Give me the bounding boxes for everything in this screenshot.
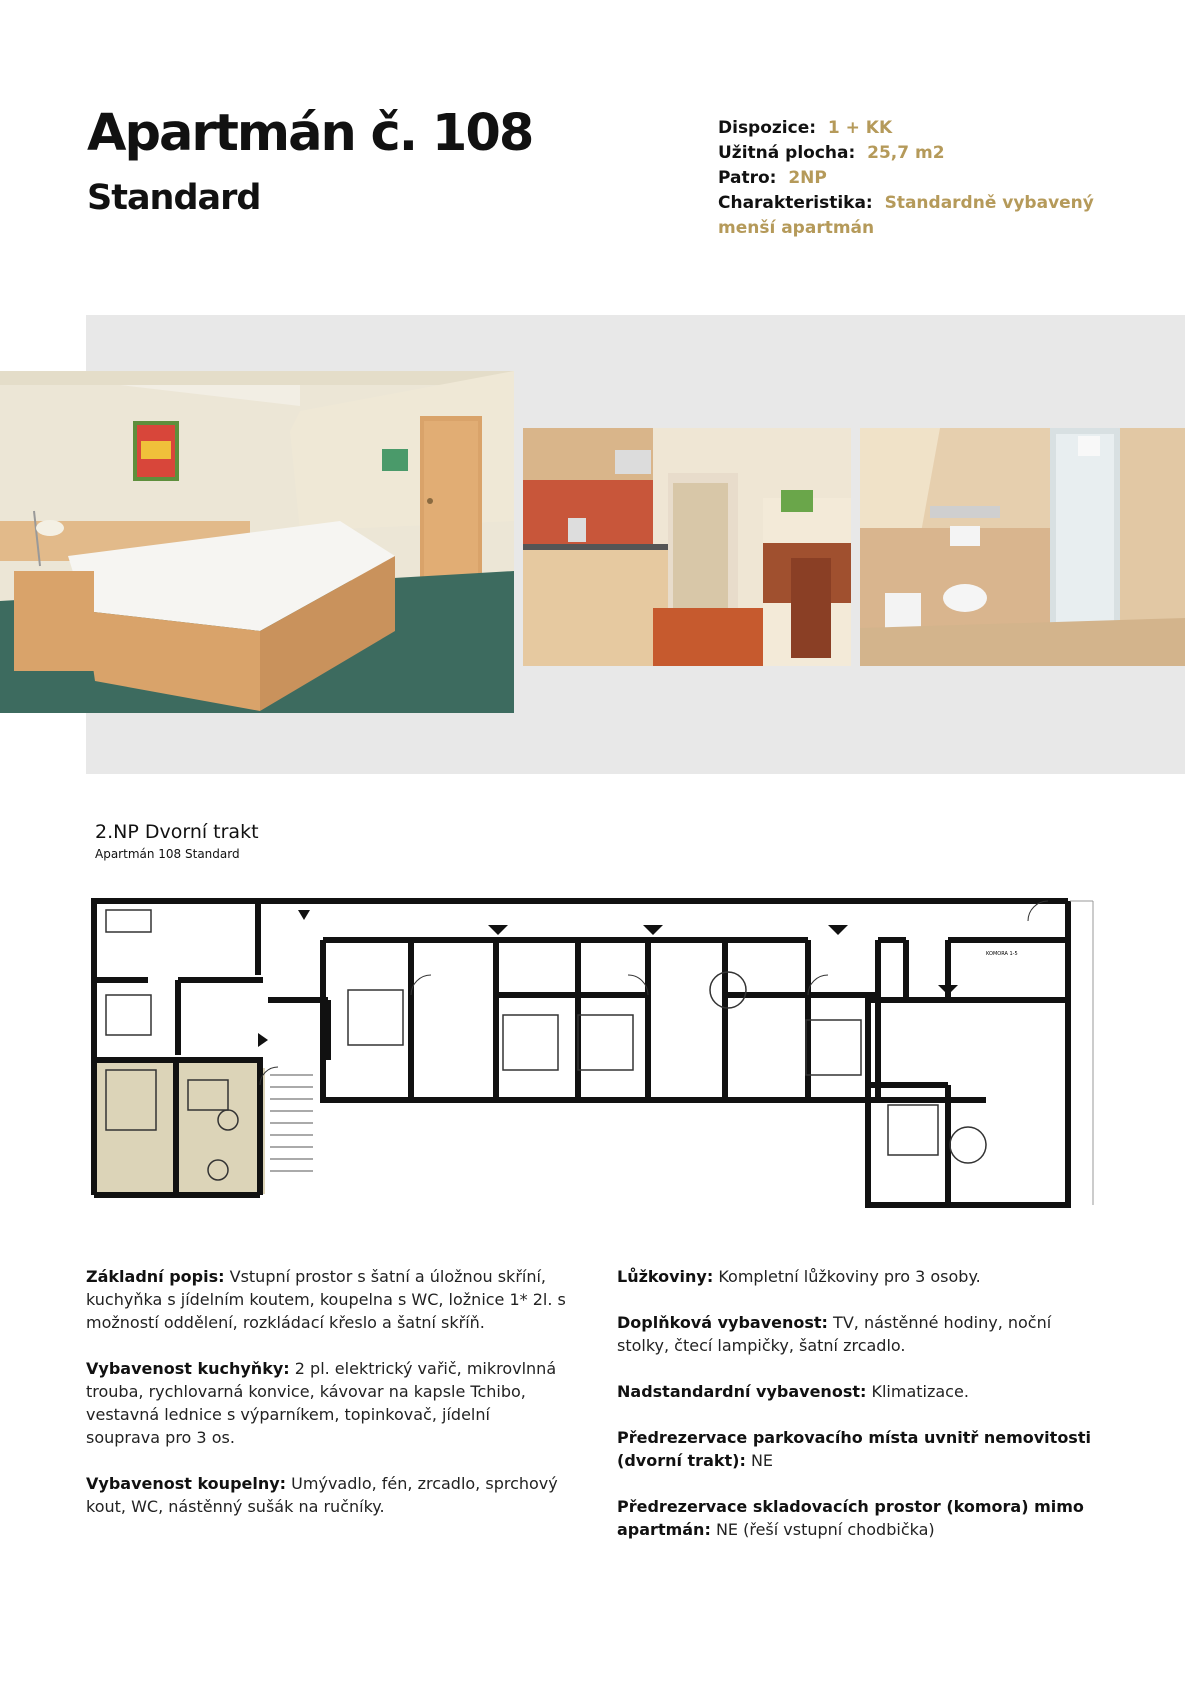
photo-bedroom [0, 371, 514, 713]
photo-bathroom [860, 428, 1185, 666]
plan-title: 2.NP Dvorní trakt [95, 821, 259, 843]
bathroom-illustration [860, 428, 1185, 666]
spec-label: Užitná plocha: [718, 143, 856, 163]
spec-value: 2NP [788, 168, 827, 188]
specs-list [718, 116, 1118, 241]
spec-dispozice [718, 116, 1118, 141]
plan-room-label: KOMORA 1-5 [986, 951, 1018, 957]
plan-entrance-markers [258, 910, 958, 1047]
desc-label: Vybavenost kuchyňky: [86, 1359, 290, 1378]
spec-label: Patro: [718, 168, 777, 188]
desc-text: NE (řeší vstupní chodbička) [715, 1520, 935, 1539]
desc-luzkoviny [617, 1265, 1097, 1288]
desc-parkovani [617, 1426, 1097, 1472]
spec-value: 1 + KK [827, 118, 893, 138]
desc-text: NE [750, 1451, 774, 1470]
description-left [86, 1265, 566, 1541]
description-right [617, 1265, 1097, 1564]
desc-label: Doplňková vybavenost: [617, 1313, 828, 1332]
desc-zakladni-popis [86, 1265, 566, 1334]
spec-charakteristika [718, 191, 1118, 241]
desc-label: Předrezervace parkovacího místa uvnitř nemovitosti (dvorní trakt): [617, 1428, 1091, 1470]
desc-koupelna [86, 1472, 566, 1518]
desc-label: Nadstandardní vybavenost: [617, 1382, 867, 1401]
desc-kuchynka [86, 1357, 566, 1449]
desc-nadstandardni [617, 1380, 1097, 1403]
page-title: Apartmán č. 108 [87, 104, 533, 163]
desc-label: Vybavenost koupelny: [86, 1474, 287, 1493]
desc-text: TV, nástěnné hodiny, noční stolky, čtecí lampičky, šatní zrcadlo. [617, 1313, 1052, 1355]
desc-label: Lůžkoviny: [617, 1267, 714, 1286]
spec-label: Charakteristika: [718, 193, 873, 213]
desc-komora [617, 1495, 1097, 1541]
desc-text: 2 pl. elektrický vařič, mikrovlnná trouba, rychlovarná konvice, kávovar na kapsle Tchibo, vestavná lednice s výparníkem, topinkovač, jídelní souprava pro 3 os. [86, 1359, 557, 1447]
desc-text: Kompletní lůžkoviny pro 3 osoby. [718, 1267, 981, 1286]
desc-text: Umývadlo, fén, zrcadlo, sprchový kout, WC, nástěnný sušák na ručníky. [86, 1474, 558, 1516]
bedroom-illustration [0, 371, 514, 713]
floor-plan [88, 895, 1108, 1213]
page-subtitle: Standard [87, 178, 261, 218]
spec-label: Dispozice: [718, 118, 817, 138]
spec-value: Standardně vybavený menší apartmán [718, 193, 1094, 238]
desc-text: Vstupní prostor s šatní a úložnou skříní, kuchyňka s jídelním koutem, koupelna s WC, ložnice 1* 2l. s možností oddělení, rozkládací křeslo a šatní skříň. [86, 1267, 566, 1332]
desc-doplnkova [617, 1311, 1097, 1357]
desc-label: Základní popis: [86, 1267, 225, 1286]
spec-value: 25,7 m2 [867, 143, 945, 163]
spec-uzitna-plocha [718, 141, 1118, 166]
kitchen-illustration [523, 428, 851, 666]
plan-subtitle: Apartmán 108 Standard [95, 847, 240, 861]
photo-kitchen [523, 428, 851, 666]
plan-stairs [270, 1075, 313, 1171]
desc-text: Klimatizace. [871, 1382, 969, 1401]
desc-label: Předrezervace skladovacích prostor (komora) mimo apartmán: [617, 1497, 1084, 1539]
spec-patro [718, 166, 1118, 191]
